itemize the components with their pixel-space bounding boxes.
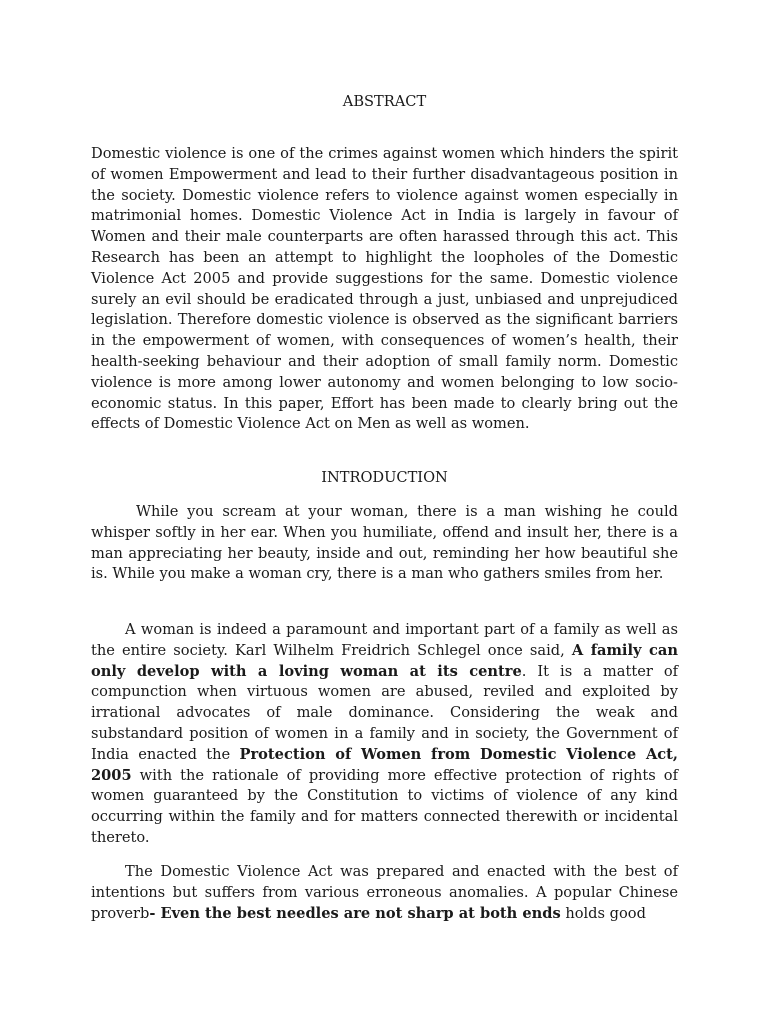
paragraph-text: The Domestic Violence Act was prepared and enacted with the best of intentions but suffers from various erroneous anomalies. A popular Chinese proverb <box>91 863 678 922</box>
paragraph-text: A woman is indeed a paramount and important part of a family as well as the entire society. Karl Wilhelm Freidrich Schlegel once said, <box>91 621 678 659</box>
introduction-paragraph-2 <box>91 620 678 849</box>
schlegel-quote: A family can only develop with a loving woman at its centre <box>91 641 678 680</box>
introduction-heading: INTRODUCTION <box>321 469 448 486</box>
abstract-heading: ABSTRACT <box>342 93 427 110</box>
act-name: Protection of Women from Domestic Violence Act, 2005 <box>91 745 678 784</box>
paragraph-text: . It is a matter of compunction when virtuous women are abused, reviled and exploited by irrational advocates of male dominance. Considering the weak and substandard position of women in a family and in society, the Government of India enacted the <box>91 662 679 763</box>
introduction-paragraph-3 <box>91 862 678 924</box>
abstract-paragraph: Domestic violence is one of the crimes against women which hinders the spirit of women Empowerment and lead to their further disadvantageous position in the society. Domestic violence refers to violence against women especially in matrimonial homes. Domestic Violence Act in India is largely in favour of Women and their male counterparts are often harassed through this act. This Research has been an attempt to highlight the loopholes of the Domestic Violence Act 2005 and provide suggestions for the same. Domestic violence surely an evil should be eradicated through a just, unbiased and unprejudiced legislation. Therefore domestic violence is observed as the significant barriers in the empowerment of women, with consequences of women’s health, their health-seeking behaviour and their adoption of small family norm. Domestic violence is more among lower autonomy and women belonging to low socio-economic status. In this paper, Effort has been made to clearly bring out the effects of Domestic Violence Act on Men as well as women. <box>91 145 678 433</box>
introduction-paragraph-1 <box>91 502 678 585</box>
chinese-proverb: - Even the best needles are not sharp at both ends <box>149 904 561 922</box>
paragraph-text: with the rationale of providing more effective protection of rights of women guaranteed by the Constitution to victims of violence of any kind occurring within the family and for matters connected therewith or incidental thereto. <box>91 766 678 846</box>
paragraph-text: holds good <box>560 904 646 922</box>
paragraph-text: While you scream at your woman, there is a man wishing he could whisper softly in her ear. When you humiliate, offend and insult her, there is a man appreciating her beauty, inside and out, reminding her how beautiful she is. While you make a woman cry, there is a man who gathers smiles from her. <box>91 503 678 583</box>
